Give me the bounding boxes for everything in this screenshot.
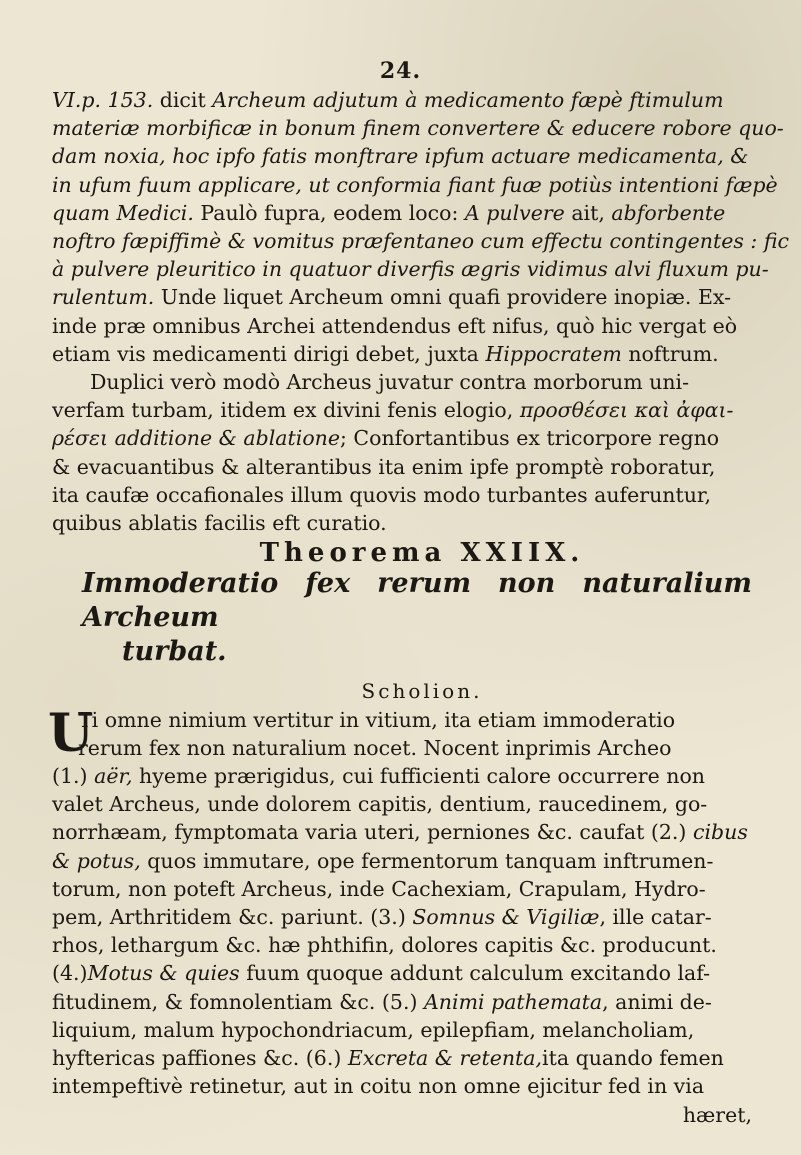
text-line: in ufum fuum applicare, ut conformia fiant fuæ potiùs intentioni fæpè [52, 172, 778, 197]
text-line: ita caufæ occafionales illum quovis modo turbantes auferuntur, [52, 482, 711, 507]
text-line: pem, Arthritidem &c. pariunt. (3.) Somnus & Vigiliæ, ille catar- [52, 905, 712, 930]
text-line: U Ti omne nimium vertitur in vitium, ita etiam immoderatio [48, 702, 676, 764]
drop-cap: U [48, 702, 94, 764]
text-line: Duplici verò modò Archeus juvatur contra morborum uni- [90, 370, 690, 395]
theorem-title: Immoderatio fex rerum non naturalium Archeum [82, 568, 752, 634]
text-line: quam Medici. Paulò fupra, eodem loco: A pulvere ait, abforbente [52, 200, 726, 225]
text-line: hæret, [682, 1102, 752, 1127]
text-line: ρέσει additione & ablatione; Confortantibus ex tricorpore regno [52, 426, 720, 451]
text-line: fitudinem, & fomnolentiam &c. (5.) Animi pathemata, animi de- [52, 989, 712, 1014]
text-line: valet Archeus, unde dolorem capitis, dentium, raucedinem, go- [52, 792, 708, 817]
greek-text: προσθέσει καὶ ἀφαι- [519, 398, 734, 423]
text-line: quibus ablatis facilis eft curatio. [52, 511, 387, 536]
text-line: dam noxia, hoc ipfo fatis monftrare ipfum actuare medicamenta, & [52, 144, 749, 169]
text-line: noftro fæpiffimè & vomitus præfentaneo cum effectu contingentes : fic [52, 229, 789, 254]
text-line: rerum fex non naturalium nocet. Nocent inprimis Archeo [78, 735, 672, 760]
text-line: rulentum. Unde liquet Archeum omni quafi providere inopiæ. Ex- [52, 285, 732, 310]
reference: VI.p. 153. [52, 88, 154, 112]
text-line: & evacuantibus & alterantibus ita enim ipfe promptè roboratur, [52, 454, 716, 479]
text-line: liquium, malum hypochondriacum, epilepfiam, melancholiam, [52, 1017, 695, 1042]
text-line: norrhæam, fymptomata varia uteri, perniones &c. caufat (2.) cibus [52, 820, 748, 845]
theorem-title-continued: turbat. [122, 636, 227, 668]
scholion-heading: Scholion. [361, 679, 483, 704]
text-line: inde præ omnibus Archei attendendus eft nifus, quò hic vergat eò [52, 313, 738, 338]
page-number: 24. [379, 58, 422, 84]
text-line: hyftericas paffiones &c. (6.) Excreta & retenta,ita quando femen [52, 1046, 724, 1071]
text-line: à pulvere pleuritico in quatuor diverfis ægris vidimus alvi fluxum pu- [52, 257, 769, 282]
text-line: (4.)Motus & quies fuum quoque addunt calculum excitando laf- [52, 961, 711, 986]
text-line: etiam vis medicamenti dirigi debet, juxta Hippocratem noftrum. [52, 341, 719, 366]
text-line: verfam turbam, itidem ex divini fenis elogio, προσθέσει καὶ ἀφαι- [52, 398, 734, 423]
text-line: VI.p. 153. dicit Archeum adjutum à medicamento fæpè ftimulum [52, 88, 724, 112]
theorem-heading: Theorema XXIIX. [259, 538, 585, 569]
text-line: (1.) aër, hyeme prærigidus, cui fufficienti calore occurrere non [52, 764, 705, 789]
text-line: torum, non poteft Archeus, inde Cachexiam, Crapulam, Hydro- [52, 876, 706, 901]
text-line: intempeftivè retinetur, aut in coitu non omne ejicitur fed in via [52, 1074, 705, 1099]
page-body [48, 86, 789, 1129]
greek-text: ρέσει [52, 426, 109, 451]
text-line: rhos, lethargum &c. hæ phthifin, dolores capitis &c. producunt. [52, 933, 717, 958]
text-line: & potus, quos immutare, ope fermentorum tanquam inftrumen- [52, 848, 714, 873]
text-line: materiæ morbificæ in bonum finem convertere & educere robore quo- [52, 116, 784, 141]
